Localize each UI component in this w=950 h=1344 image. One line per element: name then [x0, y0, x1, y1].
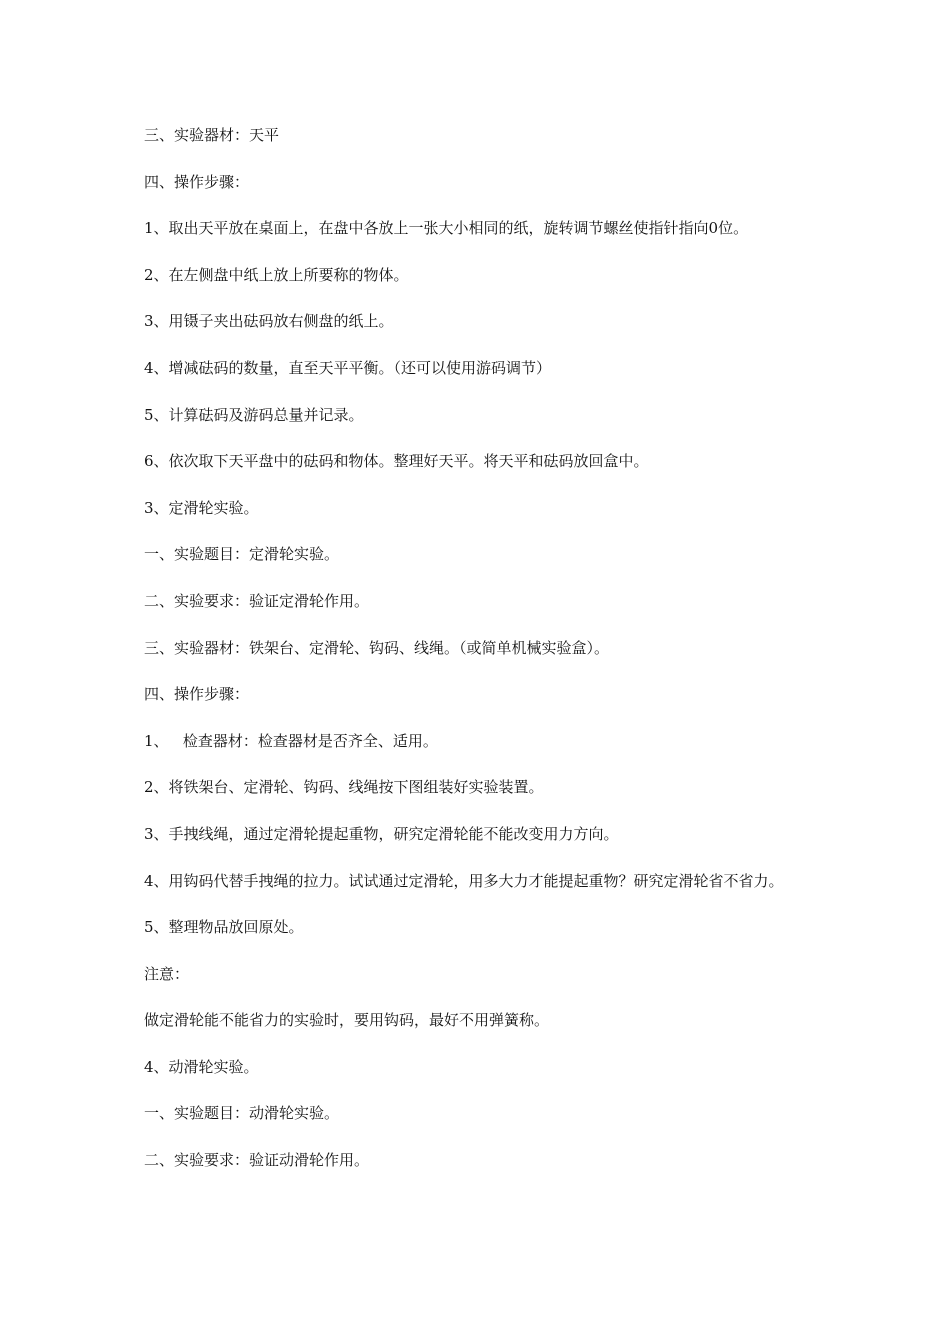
document-paragraph: 一、实验题目：定滑轮实验。: [144, 545, 340, 564]
document-paragraph: 做定滑轮能不能省力的实验时，要用钩码，最好不用弹簧称。: [144, 1011, 550, 1030]
document-paragraph: 3、定滑轮实验。: [144, 498, 259, 517]
document-paragraph: 二、实验要求：验证定滑轮作用。: [144, 591, 370, 610]
document-paragraph: 5、计算砝码及游码总量并记录。: [144, 405, 364, 424]
document-paragraph: 四、操作步骤：: [144, 172, 250, 191]
document-paragraph: 2、在左侧盘中纸上放上所要称的物体。: [144, 265, 409, 284]
document-paragraph: 三、实验器材：天平: [144, 126, 280, 144]
document-paragraph: 4、增减砝码的数量，直至天平平衡。（还可以使用游码调节）: [144, 358, 552, 377]
document-paragraph: 2、将铁架台、定滑轮、钩码、线绳按下图组装好实验装置。: [144, 778, 544, 797]
document-paragraph: 3、用镊子夹出砝码放右侧盘的纸上。: [144, 312, 394, 331]
document-paragraph: 一、实验题目：动滑轮实验。: [144, 1104, 340, 1123]
document-paragraph: 注意：: [144, 964, 190, 983]
document-paragraph: 三、实验器材：铁架台、定滑轮、钩码、线绳。（或简单机械实验盒）。: [144, 638, 610, 657]
document-paragraph: 3、手拽线绳，通过定滑轮提起重物，研究定滑轮能不能改变用力方向。: [144, 824, 619, 843]
document-paragraph: 四、操作步骤：: [144, 685, 250, 704]
document-paragraph: 1、取出天平放在桌面上，在盘中各放上一张大小相同的纸，旋转调节螺丝使指针指向0位。: [144, 219, 749, 238]
document-body: [144, 124, 816, 1196]
document-paragraph: 6、依次取下天平盘中的砝码和物体。整理好天平。将天平和砝码放回盒中。: [144, 452, 649, 471]
document-paragraph: 4、动滑轮实验。: [144, 1057, 259, 1076]
document-paragraph: 1、 检查器材：检查器材是否齐全、适用。: [144, 731, 438, 750]
document-paragraph: 4、用钩码代替手拽绳的拉力。试试通过定滑轮，用多大力才能提起重物？研究定滑轮省不省力。: [144, 871, 784, 890]
document-paragraph: 二、实验要求：验证动滑轮作用。: [144, 1151, 370, 1170]
document-paragraph: 5、整理物品放回原处。: [144, 918, 304, 937]
